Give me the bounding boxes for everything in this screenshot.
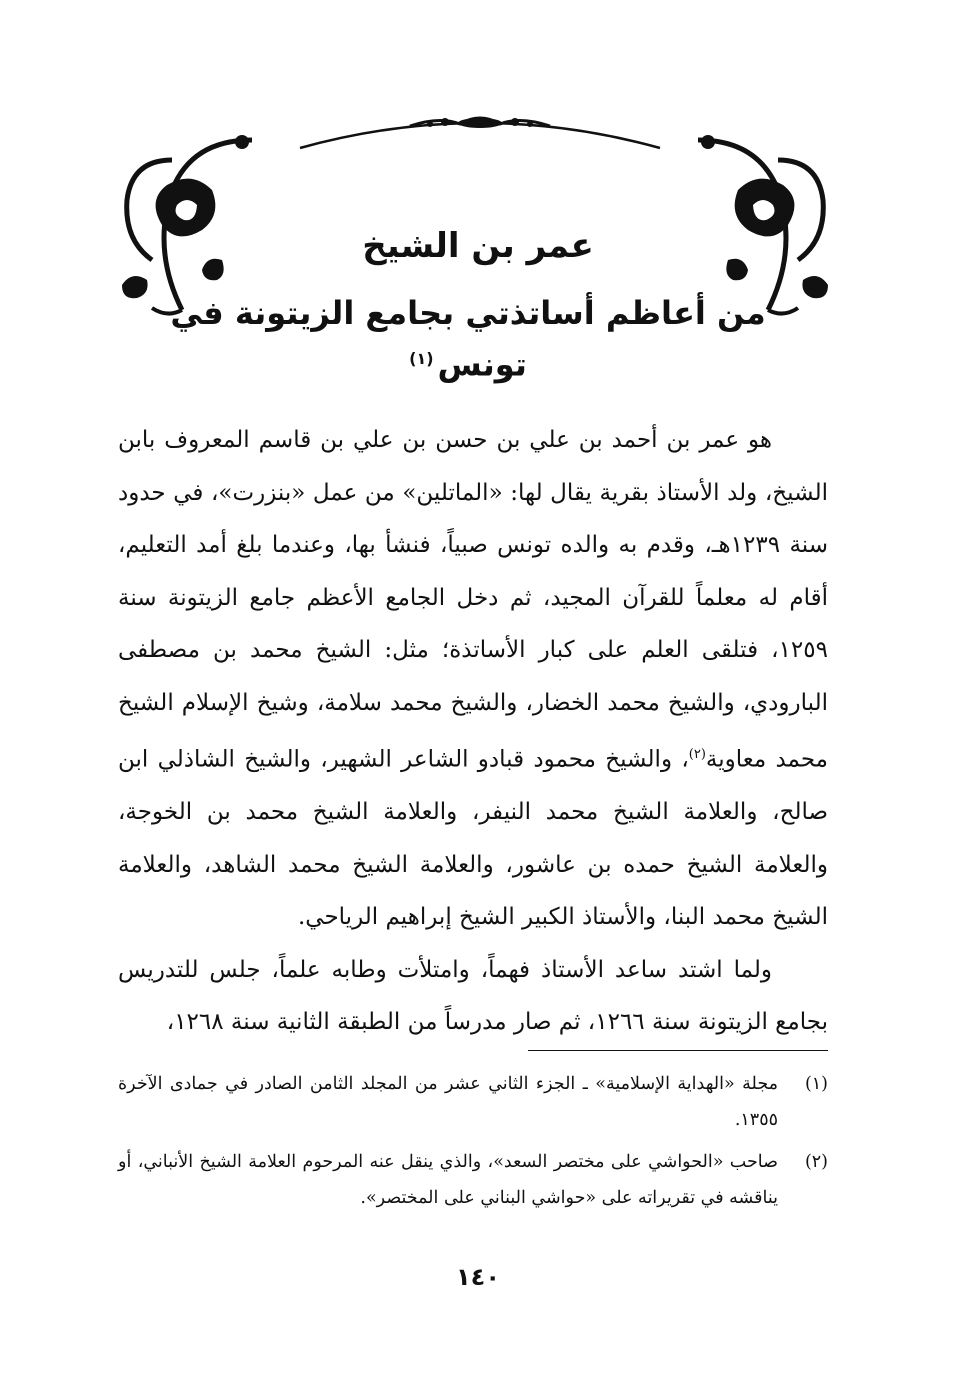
footnote-1-text: مجلة «الهداية الإسلامية» ـ الجزء الثاني عشر من المجلد الثامن الصادر في جمادى الآخرة ١٣٥٥. xyxy=(118,1074,778,1130)
subtitle-text: من أعاظم أساتذتي بجامع الزيتونة في تونس xyxy=(170,294,766,384)
footnote-2 xyxy=(118,1144,828,1216)
footnotes xyxy=(118,1066,828,1222)
paragraph-1 xyxy=(118,414,828,944)
footnote-1 xyxy=(118,1066,828,1138)
footnote-1-number: (١) xyxy=(804,1074,828,1094)
main-text xyxy=(118,414,828,1049)
subtitle-footnote-ref[interactable]: (١) xyxy=(409,349,434,368)
paragraph-1-text-a: هو عمر بن أحمد بن علي بن حسن بن علي بن قاسم المعروف بابن الشيخ، ولد الأستاذ بقرية يقال لها: «الماتلين» من عمل «بنزرت»، في حدود سنة ١٢٣٩هـ، وقدم به والده تونس صبياً، فنشأ بها، وعندما بلغ أمد التعليم، أقام له معلماً للقرآن المجيد، ثم دخل الجامع الأعظم جامع الزيتونة سنة ١٢٥٩، فتلقى العلم على كبار الأساتذة؛ مثل: الشيخ محمد بن مصطفى البارودي، والشيخ محمد الخضار، والشيخ محمد سلامة، وشيخ الإسلام الشيخ محمد معاوية xyxy=(118,427,828,773)
chapter-title: عمر بن الشيخ xyxy=(362,226,594,266)
page-number: ١٤٠ xyxy=(456,1263,500,1291)
paragraph-2: ولما اشتد ساعد الأستاذ فهماً، وامتلأت وطابه علماً، جلس للتدريس بجامع الزيتونة سنة ١٢٦٦، ثم صار مدرساً من الطبقة الثانية سنة ١٢٦٨، xyxy=(118,956,828,1036)
paragraph-1-text-b: ، والشيخ محمود قبادو الشاعر الشهير، والشيخ الشاذلي ابن صالح، والعلامة الشيخ محمد النيفر، والعلامة الشيخ محمد بن الخوجة، والعلامة الشيخ حمده بن عاشور، والعلامة الشيخ محمد الشاهد، والعلامة الشيخ محمد البنا، والأستاذ الكبير الشيخ إبراهيم الرياحي. xyxy=(118,746,828,931)
paragraph-1-footnote-ref[interactable]: (٢) xyxy=(688,747,706,762)
footnote-2-text: صاحب «الحواشي على مختصر السعد»، والذي ينقل عنه المرحوم العلامة الشيخ الأنباني، أو يناقشه في تقريراته على «حواشي البناني على المختصر». xyxy=(118,1152,778,1208)
header-ornament-icon xyxy=(280,108,680,158)
footnote-2-number: (٢) xyxy=(804,1152,828,1172)
footnote-separator xyxy=(528,1050,828,1051)
chapter-subtitle xyxy=(150,290,786,388)
